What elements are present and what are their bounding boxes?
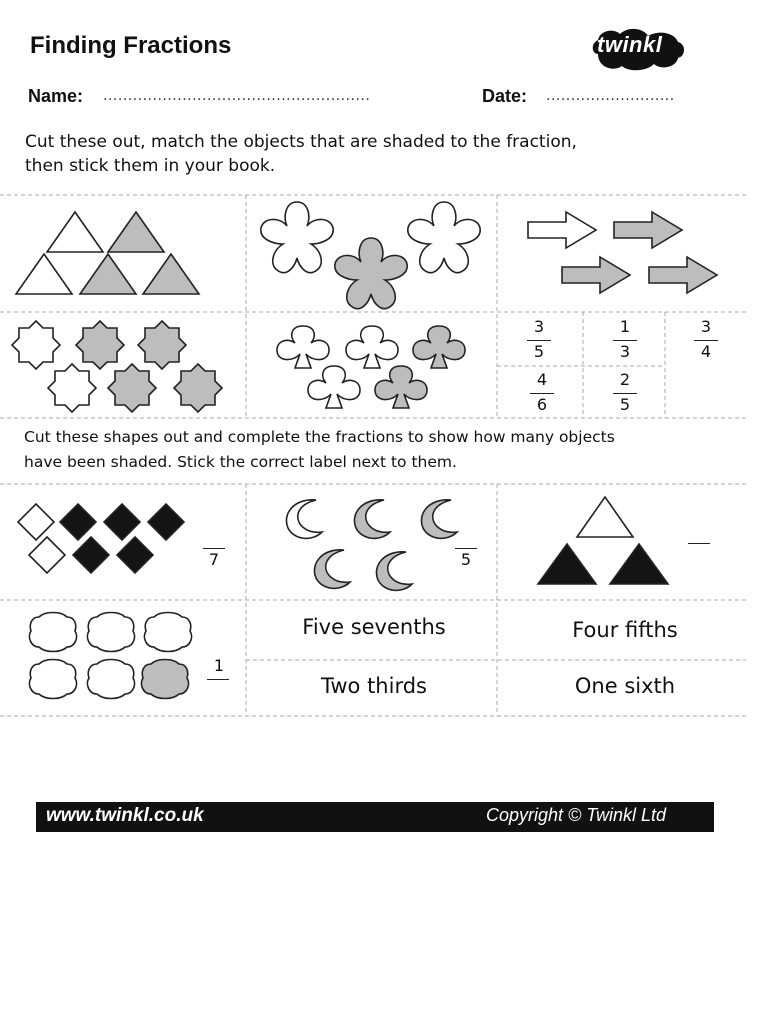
label-one-sixth[interactable]: One sixth [574,674,676,698]
clouds-numerator: 1 [213,656,225,675]
fraction-bar [613,340,637,341]
footer-copyright: Copyright © Twinkl Ltd [486,805,666,825]
fraction-denominator: 5 [533,342,545,361]
moons-fraction-bar [455,548,477,549]
clouds-group [29,613,191,699]
fraction-denominator: 6 [536,395,548,414]
arrow-icon [649,257,717,293]
flowers-group [261,202,480,309]
triangle-icon [108,212,164,252]
label-five-sevenths[interactable]: Five sevenths [302,615,446,639]
cloud-icon [87,660,134,699]
arrow-icon [528,212,596,248]
triangle-icon [47,212,103,252]
fraction-numerator: 3 [700,317,712,336]
fraction-bar [613,393,637,394]
twinkl-logo-text: twinkl [597,32,663,57]
diamond-icon [29,537,65,573]
triangle-icon [538,544,596,584]
cloud-icon [141,660,188,699]
clouds-fraction-bar [207,679,229,680]
diamonds-denominator: 7 [208,550,220,569]
triangle-icon [16,254,72,294]
footer-url[interactable]: www.twinkl.co.uk [46,805,204,826]
star-icon [76,321,124,369]
flower-icon [261,202,333,273]
fraction-bar [694,340,718,341]
fraction-denominator: 4 [700,342,712,361]
date-label: Date: [482,86,528,106]
clubs-group [277,326,465,408]
fraction-bar [527,340,551,341]
diamonds-group [18,504,184,573]
moon-icon [376,552,412,591]
moon-icon [314,550,350,589]
flower-icon [335,238,407,309]
star-icon [48,364,96,412]
diamond-icon [18,504,54,540]
diamond-icon [148,504,184,540]
arrow-icon [562,257,630,293]
arrow-icon [614,212,682,248]
instruction-line-1: Cut these out, match the objects that are shaded to the fraction, [25,132,577,152]
moon-icon [286,500,322,539]
triangles-part2-group [538,497,668,584]
fraction-bar [530,393,554,394]
cloud-icon [144,613,191,652]
club-icon [375,366,427,408]
flower-icon [408,202,480,273]
triangles-group [16,212,199,294]
star-icon [138,321,186,369]
date-field[interactable]: .......................... [546,88,675,104]
triangle-icon [610,544,668,584]
instruction-line-2: then stick them in your book. [25,156,276,176]
moon-icon [421,500,457,539]
fraction-numerator: 2 [619,370,631,389]
star-icon [12,321,60,369]
diamond-icon [73,537,109,573]
name-label: Name: [28,86,84,106]
club-icon [277,326,329,368]
moons-denominator: 5 [460,550,472,569]
triangle-icon [577,497,633,537]
club-icon [413,326,465,368]
diamond-icon [104,504,140,540]
arrows-group [528,212,717,293]
part2-instruction-line-2: have been shaded. Stick the correct label next to them. [24,453,457,471]
fraction-numerator: 4 [536,370,548,389]
moons-group [286,500,457,591]
fraction-denominator: 5 [619,395,631,414]
cloud-icon [29,660,76,699]
club-icon [346,326,398,368]
label-four-fifths[interactable]: Four fifths [572,618,678,642]
cloud-icon [29,613,76,652]
diamonds-fraction-bar [203,548,225,549]
club-icon [308,366,360,408]
fraction-numerator: 1 [619,317,631,336]
fraction-denominator: 3 [619,342,631,361]
star-icon [108,364,156,412]
page-title: Finding Fractions [30,32,232,59]
triangle-icon [143,254,199,294]
name-field[interactable]: ...................................................... [103,88,371,104]
moon-icon [354,500,390,539]
diamond-icon [60,504,96,540]
fraction-numerator: 3 [533,317,545,336]
label-two-thirds[interactable]: Two thirds [321,674,427,698]
stars-group [12,321,222,412]
star-icon [174,364,222,412]
cloud-icon [87,613,134,652]
triangle-icon [80,254,136,294]
triangles-fraction-bar [688,543,710,544]
part2-instruction-line-1: Cut these shapes out and complete the fractions to show how many objects [24,428,615,446]
diamond-icon [117,537,153,573]
